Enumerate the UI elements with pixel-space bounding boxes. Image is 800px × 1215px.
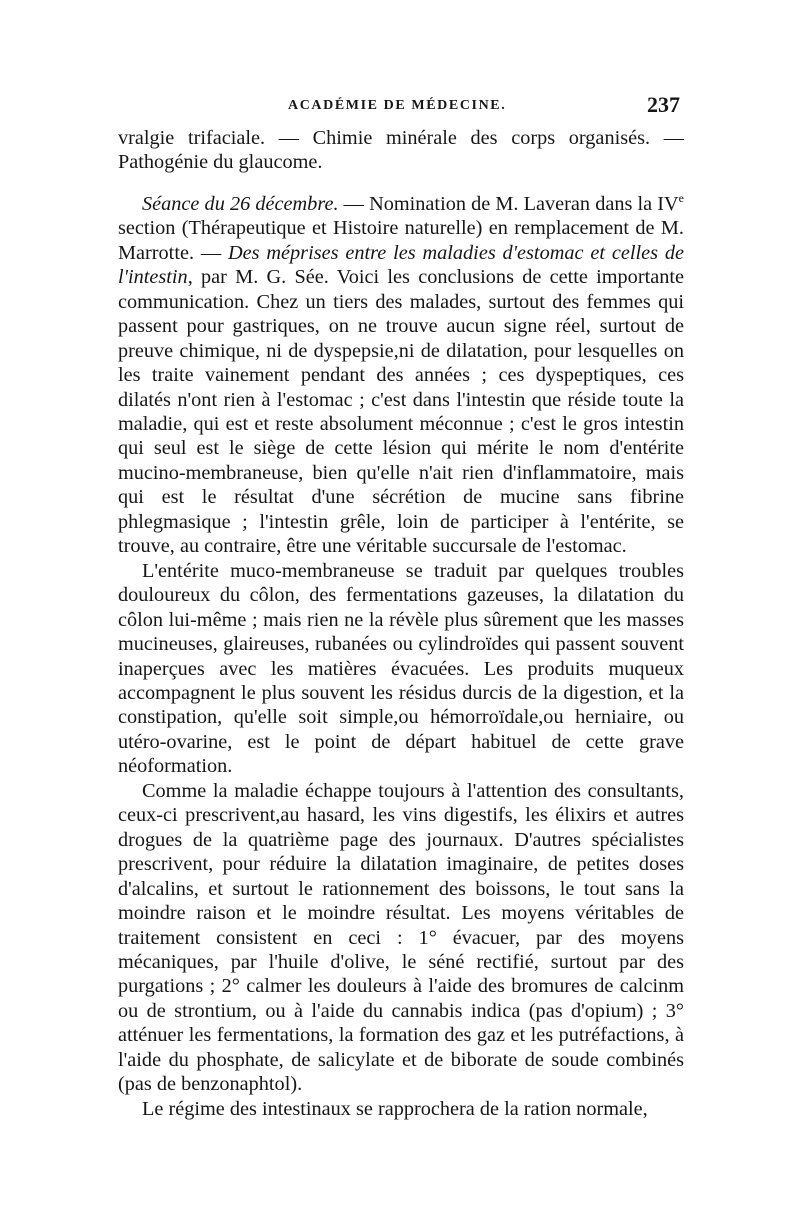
running-head-title: ACADÉMIE DE MÉDECINE.	[288, 98, 507, 113]
paragraph-seance	[118, 192, 684, 559]
communication-title: Des méprises entre les maladies d'estomac et celles de l'intestin	[118, 241, 684, 289]
paragraph-text: Le régime des intestinaux se rapprochera de la ration normale,	[142, 1097, 648, 1120]
paragraph-text: — Nomination de M. Laveran dans la IV	[338, 192, 679, 215]
body-text	[118, 126, 684, 1121]
seance-label: Séance du 26 décembre.	[142, 192, 339, 215]
superscript: e	[678, 191, 684, 206]
paragraph-text: L'entérite muco-membraneuse se traduit par quelques troubles douloureux du côlon, des fermentations gazeuses, la dilatation du côlon lui-même ; mais rien ne la révèle plus sûrement que les masses mucineuses, glaireuses, rubanées ou cylindroïdes qui passent souvent inaperçues avec les matières évacuées. Les produits muqueux accompagnent le plus souvent les résidus durcis de la digestion, et la constipation, qu'elle soit simple,ou hémorroïdale,ou herniaire, ou utéro-ovarine, est le point de départ habituel de cette grave néoformation.	[118, 559, 684, 778]
paragraph-text: section (Thérapeutique et Histoire naturelle) en remplacement de M. Marrotte. —	[118, 217, 684, 264]
paragraph-enterite	[118, 559, 684, 779]
paragraph-text: vralgie trifaciale. — Chimie minérale des corps organisés. — Pathogénie du glaucome.	[118, 127, 684, 174]
page-number: 237	[647, 92, 680, 117]
paragraph-traitement	[118, 779, 684, 1097]
running-head	[118, 92, 684, 126]
paragraph-continuation	[118, 126, 684, 175]
paragraph-text: , par M. G. Sée. Voici les conclusions de cette importante communication. Chez un tiers des malades, surtout des femmes qui passent pour gastriques, on ne trouve aucun signe réel, surtout de preuve chimique, ni de dyspepsie,ni de dilatation, pour lesquelles on les traite vainement pendant des années ; ces dyspeptiques, ces dilatés n'ont rien à l'estomac ; c'est dans l'intestin que réside toute la maladie, qui est et reste absolument méconnue ; c'est le gros intestin qui seul est le siège de cette lésion qui mérite le nom d'entérite mucino-membraneuse, bien qu'elle n'ait rien d'inflammatoire, mais qui est le résultat d'une sécrétion de mucine sans fibrine phlegmasique ; l'intestin grêle, loin de participer à l'entérite, se trouve, au contraire, être une véritable succursale de l'estomac.	[118, 266, 684, 558]
paragraph-regime	[118, 1097, 684, 1121]
book-page	[118, 92, 684, 1121]
paragraph-text: Comme la maladie échappe toujours à l'attention des consultants, ceux-ci prescrivent,au hasard, les vins digestifs, les élixirs et autres drogues de la quatrième page des journaux. D'autres spécialistes prescrivent, pour réduire la dilatation imaginaire, de petites doses d'alcalins, et surtout le rationnement des boissons, le tout sans la moindre raison et le moindre résultat. Les moyens véritables de traitement consistent en ceci : 1° évacuer, par des moyens mécaniques, par l'huile d'olive, le séné rectifié, surtout par des purgations ; 2° calmer les douleurs à l'aide des bromures de calcinm ou de strontium, ou à l'aide du cannabis indica (pas d'opium) ; 3° atténuer les fermentations, la formation des gaz et les putréfactions, à l'aide du phosphate, de salicylate et de biborate de soude combinés (pas de benzonaphtol).	[118, 779, 684, 1096]
